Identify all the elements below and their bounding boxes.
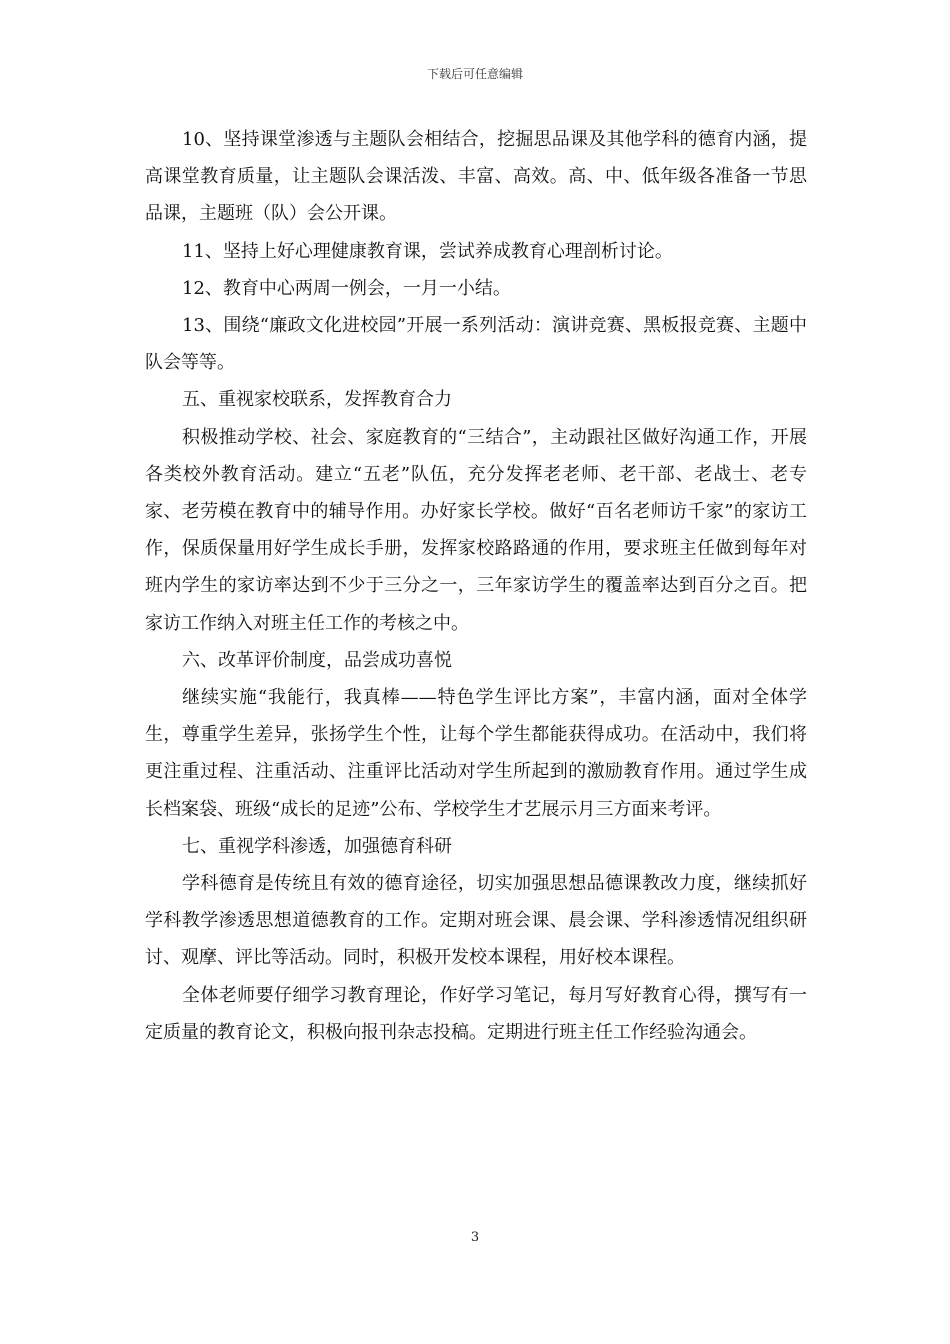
paragraph-item-11: 11、坚持上好心理健康教育课，尝试养成教育心理剖析讨论。 <box>182 240 673 262</box>
section-heading-5: 五、重视家校联系，发挥教育合力 <box>182 389 452 411</box>
paragraph-item-13: 13、围绕“廉政文化进校园”开展一系列活动：演讲竞赛、黑板报竞赛、主题中队会等等。 <box>145 315 807 374</box>
section-7-body: 学科德育是传统且有效的德育途径，切实加强思想品德课教改力度，继续抓好学科教学渗透思想道德教育的工作。定期对班会课、晨会课、学科渗透情况组织研讨、观摩、评比等活动。同时，积极开发校本课程，用好校本课程。 <box>145 873 807 969</box>
section-6-body: 继续实施“我能行，我真棒——特色学生评比方案”，丰富内涵，面对全体学生，尊重学生差异，张扬学生个性，让每个学生都能获得成功。在活动中，我们将更注重过程、注重活动、注重评比活动对学生所起到的激励教育作用。通过学生成长档案袋、班级“成长的足迹”公布、学校学生才艺展示月三方面来考评。 <box>145 687 807 820</box>
document-body <box>145 121 807 1051</box>
page-header: 下载后可任意编辑 <box>426 67 523 81</box>
section-heading-7: 七、重视学科渗透，加强德育科研 <box>182 835 452 857</box>
section-heading-6: 六、改革评价制度，品尝成功喜悦 <box>182 649 452 671</box>
section-7-body-continued: 全体老师要仔细学习教育理论，作好学习笔记，每月写好教育心得，撰写有一定质量的教育论文，积极向报刊杂志投稿。定期进行班主任工作经验沟通会。 <box>145 984 807 1043</box>
paragraph-item-10: 10、坚持课堂渗透与主题队会相结合，挖掘思品课及其他学科的德育内涵，提高课堂教育质量，让主题队会课活泼、丰富、高效。高、中、低年级各准备一节思品课，主题班（队）会公开课。 <box>145 129 807 225</box>
section-5-body: 积极推动学校、社会、家庭教育的“三结合”，主动跟社区做好沟通工作，开展各类校外教育活动。建立“五老”队伍，充分发挥老老师、老干部、老战士、老专家、老劳模在教育中的辅导作用。办好家长学校。做好“百名老师访千家”的家访工作，保质保量用好学生成长手册，发挥家校路路通的作用，要求班主任做到每年对班内学生的家访率达到不少于三分之一，三年家访学生的覆盖率达到百分之百。把家访工作纳入对班主任工作的考核之中。 <box>145 426 807 634</box>
paragraph-item-12: 12、教育中心两周一例会，一月一小结。 <box>182 277 511 299</box>
page-number: 3 <box>470 1230 480 1245</box>
